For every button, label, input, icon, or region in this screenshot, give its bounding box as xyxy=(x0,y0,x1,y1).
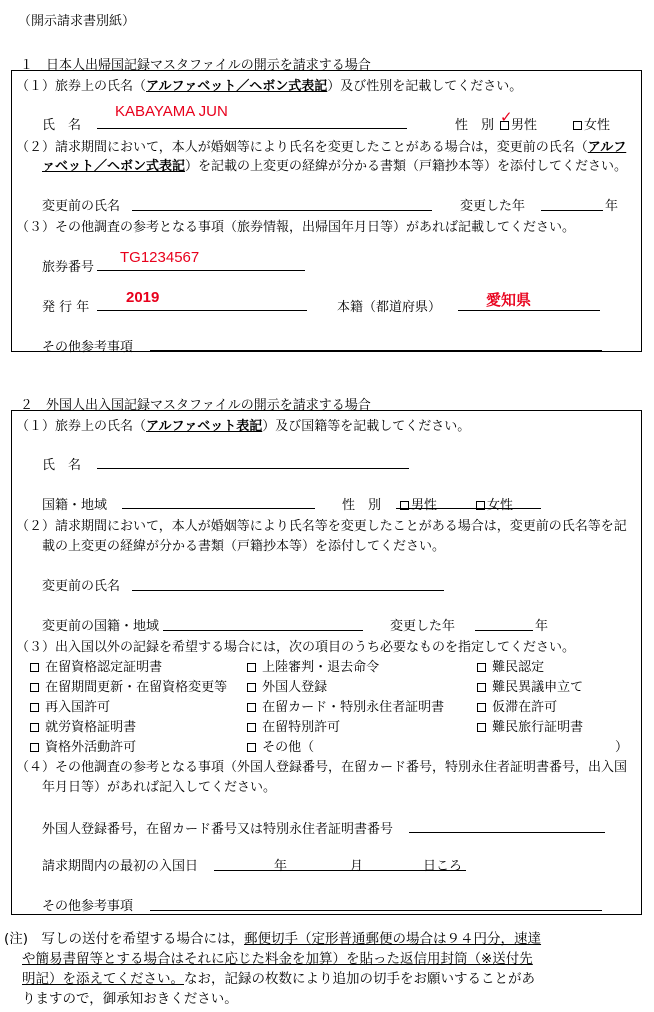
s2-gender-female-option[interactable]: 女性 xyxy=(476,494,513,513)
gender-female-option[interactable]: 女性 xyxy=(573,114,610,133)
prev-nationality-field[interactable] xyxy=(163,630,363,631)
footnote-line4: りますので，御承知おきください。 xyxy=(22,991,238,1007)
option-item[interactable]: 在留カード・特別永住者証明書 xyxy=(247,696,444,715)
footnote-line2: や簡易書留等とする場合はそれに応じた料金を加算）を貼った返信用封筒（※送付先 xyxy=(22,951,533,967)
s2-gender-underline xyxy=(396,508,541,509)
prev-name-label: 変更前の氏名 xyxy=(42,199,121,214)
passport-label: 旅券番号 xyxy=(42,260,95,275)
option-item[interactable]: 難民異議申立て xyxy=(477,676,583,695)
changed-year-label: 変更した年 xyxy=(460,199,526,214)
section2-q4-line1: （４）その他調査の参考となる事項（外国人登録番号，在留カード番号，特別永住者証明書番号，出入国 xyxy=(16,760,628,775)
option-item[interactable]: 仮滞在許可 xyxy=(477,696,557,715)
s2-name-label: 氏 名 xyxy=(42,458,82,473)
s2-gender-male-option[interactable]: 男性 xyxy=(400,494,437,513)
section1-q3: （３）その他調査の参考となる事項（旅券情報，出帰国年月日等）があれば記載してください。 xyxy=(16,220,576,235)
other-field[interactable] xyxy=(150,350,602,351)
option-item[interactable]: 難民旅行証明書 xyxy=(477,716,583,735)
option-item[interactable]: 在留特別許可 xyxy=(247,716,340,735)
s2-other-label: その他参考事項 xyxy=(42,899,134,914)
issue-year-underline xyxy=(97,310,307,311)
option-checkbox[interactable] xyxy=(30,743,39,752)
s2-prev-name-label: 変更前の氏名 xyxy=(42,579,121,594)
date-year: 年 xyxy=(274,859,288,874)
section2-q2-line1: （２）請求期間において，本人が婚姻等により氏名等を変更したことがある場合は，変更前の氏名等を記 xyxy=(16,519,627,534)
gender-male-option[interactable]: 男性 xyxy=(500,114,537,133)
footnote-line1: (注) 写しの送付を希望する場合には，郵便切手（定形普通郵便の場合は９４円分，速達 xyxy=(4,931,542,947)
option-checkbox[interactable] xyxy=(30,723,39,732)
year-suffix: 年 xyxy=(605,199,619,214)
s2-name-field[interactable] xyxy=(97,468,409,469)
s2-gender-label: 性 別 xyxy=(342,498,382,513)
name-value[interactable]: KABAYAMA JUN xyxy=(115,103,228,120)
issue-year-label: 発 行 年 xyxy=(42,300,90,315)
option-item[interactable]: 就労資格証明書 xyxy=(30,716,136,735)
section2-q1: （１）旅券上の氏名（アルファベット表記）及び国籍等を記載してください。 xyxy=(16,419,471,434)
female-checkbox[interactable] xyxy=(573,121,582,130)
domicile-value[interactable]: 愛知県 xyxy=(486,292,532,309)
option-item[interactable]: 外国人登録 xyxy=(247,676,327,695)
option-checkbox[interactable] xyxy=(30,683,39,692)
other-label: その他参考事項 xyxy=(42,340,134,355)
option-checkbox[interactable] xyxy=(247,663,256,672)
domicile-underline xyxy=(458,310,600,311)
option-checkbox[interactable] xyxy=(247,723,256,732)
section1-q2-line1: （２）請求期間において，本人が婚姻等により氏名を変更したことがある場合は，変更前の氏名（アルフ xyxy=(16,140,627,155)
s2-other-field[interactable] xyxy=(150,910,602,911)
first-entry-label: 請求期間内の最初の入国日 xyxy=(42,859,199,874)
other-close-paren: ） xyxy=(615,740,629,755)
section2-q2-line2: 載の上変更の経緯が分かる書類（戸籍抄本等）を添付してください。 xyxy=(42,539,446,554)
option-checkbox[interactable] xyxy=(247,743,256,752)
passport-underline xyxy=(97,270,305,271)
option-item[interactable]: 在留期間更新・在留資格変更等 xyxy=(30,676,227,695)
nationality-label: 国籍・地域 xyxy=(42,498,108,513)
option-item[interactable]: 在留資格認定証明書 xyxy=(30,656,162,675)
passport-value[interactable]: TG1234567 xyxy=(120,249,200,266)
prev-nationality-label: 変更前の国籍・地域 xyxy=(42,619,160,634)
s2-changed-year-label: 変更した年 xyxy=(390,619,456,634)
issue-year-value[interactable]: 2019 xyxy=(126,289,160,306)
gender-label: 性 別 xyxy=(455,118,495,133)
form-title: （開示請求書別紙） xyxy=(18,14,136,29)
name-label: 氏 名 xyxy=(42,118,82,133)
option-checkbox[interactable] xyxy=(30,703,39,712)
footnote-line3: 明記）を添えてください。なお，記録の枚数により追加の切手をお願いすることがあ xyxy=(22,971,535,987)
checkmark-icon: ✓ xyxy=(500,108,513,126)
option-checkbox[interactable] xyxy=(477,703,486,712)
option-item[interactable]: 資格外活動許可 xyxy=(30,736,136,755)
option-checkbox[interactable] xyxy=(477,683,486,692)
date-day: 日ころ xyxy=(423,859,463,874)
section2-heading: ２ 外国人出入国記録マスタファイルの開示を請求する場合 xyxy=(20,398,371,413)
reg-number-label: 外国人登録番号，在留カード番号又は特別永住者証明書番号 xyxy=(42,822,394,837)
option-checkbox[interactable] xyxy=(247,683,256,692)
option-item[interactable]: 難民認定 xyxy=(477,656,544,675)
reg-number-field[interactable] xyxy=(409,832,605,833)
domicile-label: 本籍（都道府県） xyxy=(337,300,442,315)
option-item-other[interactable]: その他（ xyxy=(247,736,314,755)
s2-changed-year-field[interactable] xyxy=(475,630,533,631)
section1-q2-line2: ァベット／ヘボン式表記）を記載の上変更の経緯が分かる書類（戸籍抄本等）を添付してください。 xyxy=(42,159,628,174)
prev-name-field[interactable] xyxy=(132,210,432,211)
nationality-field[interactable] xyxy=(122,508,315,509)
section1-heading: １ 日本人出帰国記録マスタファイルの開示を請求する場合 xyxy=(20,58,371,73)
changed-year-field[interactable] xyxy=(541,210,603,211)
s2-year-suffix: 年 xyxy=(535,619,549,634)
name-underline xyxy=(97,128,407,129)
section2-q4-line2: 年月日等）があれば記入してください。 xyxy=(42,780,277,795)
option-checkbox[interactable] xyxy=(30,663,39,672)
section1-q1: （１）旅券上の氏名（アルファベット／ヘボン式表記）及び性別を記載してください。 xyxy=(16,79,523,94)
date-month: 月 xyxy=(350,859,364,874)
first-entry-field[interactable] xyxy=(214,870,466,871)
option-checkbox[interactable] xyxy=(477,723,486,732)
s2-prev-name-field[interactable] xyxy=(132,590,444,591)
section2-q3: （３）出入国以外の記録を希望する場合には，次の項目のうち必要なものを指定してください。 xyxy=(16,640,576,655)
option-checkbox[interactable] xyxy=(477,663,486,672)
option-item[interactable]: 再入国許可 xyxy=(30,696,110,715)
option-checkbox[interactable] xyxy=(247,703,256,712)
option-item[interactable]: 上陸審判・退去命令 xyxy=(247,656,379,675)
